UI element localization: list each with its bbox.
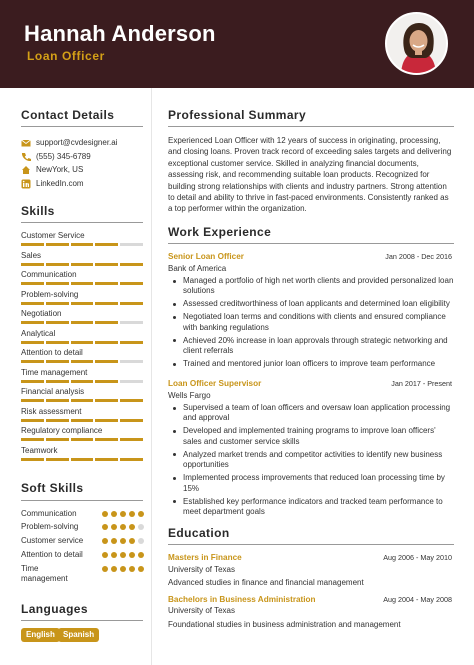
resume-header (0, 0, 474, 88)
soft-skill-label: Time management (21, 564, 68, 583)
skill-level-segment (21, 341, 44, 344)
skill-label: Analytical (21, 328, 56, 338)
skill-level-segment (120, 321, 143, 324)
candidate-name: Hannah Anderson (24, 21, 216, 46)
skill-level-segment (46, 321, 69, 324)
skill-level-bar (21, 419, 143, 422)
language-badge: Spanish (58, 628, 99, 642)
rating-dot (111, 511, 117, 517)
skill-level-segment (120, 458, 143, 461)
skill-level-segment (71, 263, 94, 266)
soft-skill-label: Attention to detail (21, 550, 83, 559)
soft-skill-rating (102, 511, 144, 517)
job-bullet: Analyzed market trends and competitor activities to identify new business opportunities (172, 450, 454, 471)
skill-level-segment (71, 321, 94, 324)
rating-dot (129, 552, 135, 558)
skill-level-segment (71, 419, 94, 422)
rating-dot (120, 538, 126, 544)
skill-label: Regulatory compliance (21, 426, 103, 435)
skill-label: Attention to detail (21, 348, 83, 357)
contact-divider (21, 126, 143, 127)
job-company: Wells Fargo (168, 391, 211, 400)
education-divider (168, 544, 454, 545)
skill-level-segment (21, 282, 44, 285)
skill-level-segment (71, 399, 94, 402)
summary-divider (168, 126, 454, 127)
education-dates: Aug 2004 - May 2008 (383, 595, 452, 604)
soft-skill-rating (102, 538, 144, 544)
rating-dot (111, 524, 117, 530)
skill-level-segment (21, 438, 44, 441)
skill-level-segment (120, 263, 143, 266)
skill-level-segment (95, 341, 118, 344)
rating-dot (102, 538, 108, 544)
education-school: University of Texas (168, 606, 235, 615)
job-bullet: Implemented process improvements that reduced loan processing time by 15% (172, 473, 454, 494)
skill-label: Risk assessment (21, 406, 82, 416)
job-bullet: Negotiated loan terms and conditions with clients and ensured compliance with banking regulations (172, 312, 454, 333)
skill-level-segment (120, 282, 143, 285)
job-bullet: Developed and implemented training programs to improve loan officers' sales and customer service skills (172, 426, 454, 447)
job-bullets (172, 403, 454, 520)
education-school: University of Texas (168, 565, 235, 574)
job-bullet: Assessed creditworthiness of loan applicants and determined loan eligibility (172, 299, 454, 309)
contact-location (21, 163, 83, 176)
job-bullet: Managed a portfolio of high net worth clients and provided personalized loan solutions (172, 276, 454, 297)
skill-level-segment (71, 438, 94, 441)
skill-level-bar (21, 302, 143, 305)
skill-level-segment (95, 302, 118, 305)
skill-level-bar (21, 282, 143, 285)
education-details: Foundational studies in business administration and management (168, 620, 401, 629)
skills-heading: Skills (21, 204, 55, 218)
contact-linkedin[interactable] (21, 177, 84, 190)
rating-dot (138, 511, 144, 517)
contact-phone-text: (555) 345-6789 (36, 152, 91, 161)
profile-photo (385, 12, 448, 75)
job-company: Bank of America (168, 264, 227, 273)
contact-heading: Contact Details (21, 108, 115, 122)
summary-heading: Professional Summary (168, 108, 307, 122)
skill-level-segment (46, 399, 69, 402)
rating-dot (138, 538, 144, 544)
skill-level-bar (21, 263, 143, 266)
skill-level-segment (46, 438, 69, 441)
soft-skill-label: Communication (21, 509, 77, 518)
skill-level-segment (46, 419, 69, 422)
skill-level-segment (95, 458, 118, 461)
skill-level-segment (120, 399, 143, 402)
job-bullet: Established key performance indicators and tracked team performance to meet department goals (172, 497, 454, 518)
skill-level-segment (46, 341, 69, 344)
rating-dot (102, 566, 108, 572)
skill-level-segment (71, 282, 94, 285)
skill-label: Communication (21, 270, 77, 279)
skill-label: Negotiation (21, 309, 62, 318)
contact-phone[interactable] (21, 150, 91, 163)
skill-level-segment (21, 243, 44, 246)
job-bullets (172, 276, 454, 372)
education-heading: Education (168, 526, 230, 540)
skill-level-segment (120, 380, 143, 383)
skill-level-segment (46, 380, 69, 383)
language-badge: English (21, 628, 60, 642)
contact-location-text: NewYork, US (36, 165, 84, 174)
skill-level-segment (71, 302, 94, 305)
skill-level-segment (21, 380, 44, 383)
skill-label: Customer Service (21, 231, 85, 240)
skill-level-segment (46, 282, 69, 285)
skill-level-segment (71, 458, 94, 461)
skill-level-segment (71, 380, 94, 383)
skill-label: Time management (21, 367, 88, 377)
skill-level-segment (120, 419, 143, 422)
skill-label: Teamwork (21, 445, 58, 455)
rating-dot (129, 524, 135, 530)
skill-level-segment (21, 419, 44, 422)
location-icon (21, 165, 31, 175)
candidate-title: Loan Officer (27, 49, 105, 63)
rating-dot (129, 511, 135, 517)
skill-label: Problem-solving (21, 289, 79, 299)
rating-dot (138, 552, 144, 558)
skill-level-segment (120, 360, 143, 363)
job-bullet: Achieved 20% increase in loan approvals through strategic networking and client referrals (172, 336, 454, 357)
education-degree: Bachelors in Business Administration (168, 595, 316, 604)
rating-dot (120, 524, 126, 530)
linkedin-icon (21, 179, 31, 189)
education-degree: Masters in Finance (168, 553, 242, 562)
skills-divider (21, 222, 143, 223)
job-title: Senior Loan Officer (168, 252, 244, 261)
job-bullet: Trained and mentored junior loan officers to improve team performance (172, 359, 454, 369)
skill-level-segment (71, 243, 94, 246)
rating-dot (111, 538, 117, 544)
skill-level-segment (46, 302, 69, 305)
rating-dot (129, 566, 135, 572)
job-title: Loan Officer Supervisor (168, 379, 262, 388)
skill-level-segment (21, 321, 44, 324)
rating-dot (102, 552, 108, 558)
skill-level-segment (95, 360, 118, 363)
skill-level-segment (95, 263, 118, 266)
languages-divider (21, 620, 143, 621)
skill-level-segment (46, 458, 69, 461)
skill-level-segment (46, 243, 69, 246)
education-dates: Aug 2006 - May 2010 (383, 553, 452, 562)
job-dates: Jan 2008 - Dec 2016 (385, 252, 452, 261)
rating-dot (129, 538, 135, 544)
languages-heading: Languages (21, 602, 88, 616)
experience-divider (168, 243, 454, 244)
soft-skills-divider (21, 500, 143, 501)
skill-level-segment (46, 263, 69, 266)
skill-level-bar (21, 360, 143, 363)
skill-level-bar (21, 438, 143, 441)
profile-photo-image (387, 14, 448, 75)
experience-heading: Work Experience (168, 225, 272, 239)
rating-dot (102, 511, 108, 517)
rating-dot (138, 566, 144, 572)
skill-label: Sales (21, 250, 42, 260)
skill-level-segment (120, 341, 143, 344)
skill-level-segment (21, 263, 44, 266)
skill-level-segment (71, 360, 94, 363)
soft-skill-rating (102, 566, 144, 572)
skill-level-segment (21, 399, 44, 402)
summary-text: Experienced Loan Officer with 12 years of success in originating, processing, and closing loans. Proven track record of exceeding sales targets and delivering exceptional customer service. Skilled in analyzing financial documents, assessing risk, and recommending suitable loan products. Recognized for building strong relationships with clients and industry partners. Strong attention to detail and ability to thrive in fast-paced environments. Consistently ranked as a top performer within the organization. (168, 136, 452, 214)
rating-dot (120, 511, 126, 517)
skill-level-segment (95, 419, 118, 422)
skill-label: Financial analysis (21, 387, 85, 396)
soft-skill-rating (102, 552, 144, 558)
job-dates: Jan 2017 - Present (391, 379, 452, 388)
education-details: Advanced studies in finance and financial management (168, 578, 364, 587)
rating-dot (102, 524, 108, 530)
phone-icon (21, 152, 31, 162)
skill-level-bar (21, 399, 143, 402)
rating-dot (111, 566, 117, 572)
skill-level-segment (95, 438, 118, 441)
skill-level-segment (120, 438, 143, 441)
skill-level-segment (95, 282, 118, 285)
soft-skill-rating (102, 524, 144, 530)
rating-dot (111, 552, 117, 558)
skill-level-bar (21, 458, 143, 461)
skill-level-segment (120, 243, 143, 246)
rating-dot (138, 524, 144, 530)
skill-level-segment (95, 399, 118, 402)
skill-level-segment (95, 321, 118, 324)
skill-level-segment (95, 243, 118, 246)
skill-level-segment (95, 380, 118, 383)
skill-level-segment (21, 458, 44, 461)
skill-level-segment (46, 360, 69, 363)
skill-level-segment (21, 360, 44, 363)
soft-skills-heading: Soft Skills (21, 481, 84, 495)
contact-email-text: support@cvdesigner.ai (36, 138, 118, 147)
skill-level-bar (21, 341, 143, 344)
skill-level-segment (21, 302, 44, 305)
skill-level-segment (120, 302, 143, 305)
job-bullet: Supervised a team of loan officers and oversaw loan application processing and approval (172, 403, 454, 424)
contact-email[interactable] (21, 136, 118, 149)
skill-level-bar (21, 243, 143, 246)
soft-skill-label: Customer service (21, 536, 84, 545)
soft-skill-label: Problem-solving (21, 522, 79, 531)
rating-dot (120, 552, 126, 558)
contact-linkedin-text: LinkedIn.com (36, 179, 84, 188)
envelope-icon (21, 138, 31, 148)
skill-level-bar (21, 380, 143, 383)
rating-dot (120, 566, 126, 572)
skill-level-bar (21, 321, 143, 324)
skill-level-segment (71, 341, 94, 344)
